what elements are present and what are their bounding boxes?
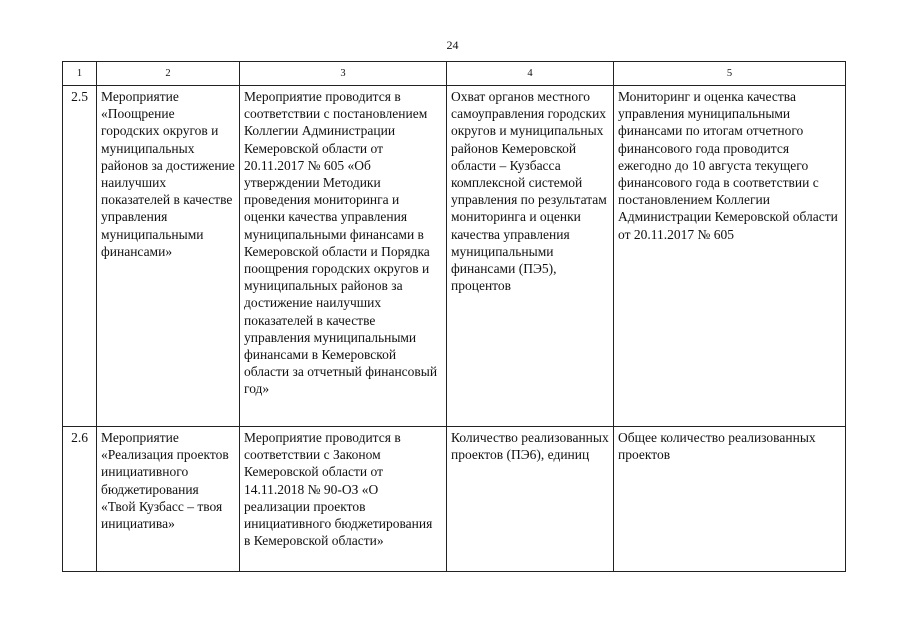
column-number-5: 5: [614, 62, 846, 86]
event-name-cell: Мероприятие «Реализация проектов инициативного бюджетирования «Твой Кузбасс – твоя инициатива»: [97, 427, 240, 572]
column-number-1: 1: [63, 62, 97, 86]
table-row: [63, 86, 846, 427]
column-number-2: 2: [97, 62, 240, 86]
indicator-cell: Охват органов местного самоуправления городских округов и муниципальных районов Кемеровской области – Кузбасса комплексной системой управления по результатам мониторинга и оценки качества управления муниципальными финансами (ПЭ5), процентов: [447, 86, 614, 427]
legal-basis-cell: Мероприятие проводится в соответствии с Законом Кемеровской области от 14.11.2018 № 90-ОЗ «О реализации проектов инициативного бюджетирования в Кемеровской области»: [240, 427, 447, 572]
event-name-cell: Мероприятие «Поощрение городских округов и муниципальных районов за достижение наилучших показателей в качестве управления муниципальными финансами»: [97, 86, 240, 427]
row-number: 2.5: [63, 86, 97, 427]
legal-basis-cell: Мероприятие проводится в соответствии с постановлением Коллегии Администрации Кемеровской области от 20.11.2017 № 605 «Об утверждении Методики проведения мониторинга и оценки качества управления муниципальными финансами в Кемеровской области и Порядка поощрения городских округов и муниципальных районов за достижение наилучших показателей в качестве управления муниципальными финансами в Кемеровской области за отчетный финансовый год»: [240, 86, 447, 427]
row-number: 2.6: [63, 427, 97, 572]
column-number-3: 3: [240, 62, 447, 86]
program-table: [62, 61, 846, 572]
calculation-method-cell: Мониторинг и оценка качества управления муниципальными финансами по итогам отчетного финансового года проводится ежегодно до 10 августа текущего финансового года в соответствии с постановлением Коллегии Администрации Кемеровской области от 20.11.2017 № 605: [614, 86, 846, 427]
table-header-row: [63, 62, 846, 86]
calculation-method-cell: Общее количество реализованных проектов: [614, 427, 846, 572]
column-number-4: 4: [447, 62, 614, 86]
table-row: [63, 427, 846, 572]
page-number: 24: [446, 38, 459, 52]
indicator-cell: Количество реализованных проектов (ПЭ6), единиц: [447, 427, 614, 572]
